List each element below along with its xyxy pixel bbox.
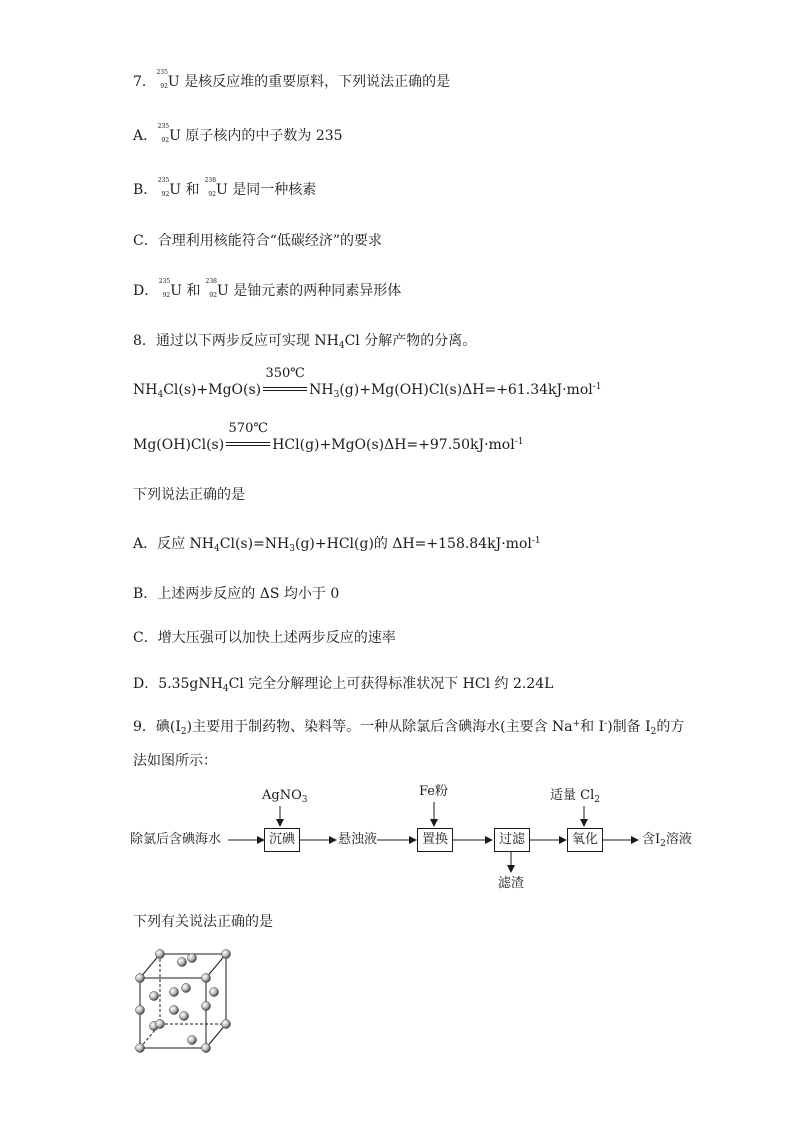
step-guolv-box: 过滤 bbox=[494, 828, 530, 852]
atom bbox=[136, 1006, 145, 1015]
atom bbox=[170, 988, 179, 997]
q8-reaction-2: Mg(OH)Cl(s) 570℃ HCl(g)+MgO(s)ΔH=+97.50kJ·mol$^{-1}$ bbox=[133, 421, 524, 453]
q7-option-b[interactable]: B． 235 92 U 和 238 92 U 是同一种核素 bbox=[133, 177, 317, 198]
step-chendian-box: 沉碘 bbox=[264, 828, 300, 852]
product-i2-solution: 含$I_2$溶液 bbox=[642, 832, 692, 849]
intermediate-xuanzhuoye: 悬浊液 bbox=[338, 832, 378, 847]
isotope-u238: 238 92 bbox=[205, 278, 217, 299]
atom bbox=[136, 1044, 145, 1053]
q7-stem: 7． 235 92 U 是核反应堆的重要原料，下列说法正确的是 bbox=[133, 69, 451, 90]
q8-option-a[interactable]: A．反应 $NH_4Cl(s)=NH_3(g)+HCl(g)$的 ΔH=+158.84kJ·mol$^{-1}$ bbox=[133, 536, 541, 554]
atom bbox=[150, 992, 159, 1001]
q9-stem-line2: 法如图所示： bbox=[133, 753, 217, 769]
atom bbox=[182, 984, 191, 993]
isotope-u235: 235 92 bbox=[157, 177, 170, 198]
reagent-cl2: 适量 $Cl_2$ bbox=[550, 788, 600, 805]
atom bbox=[202, 974, 211, 983]
iodine-process-flowchart bbox=[130, 780, 710, 900]
q7-option-d[interactable]: D． 235 92 U 和 238 92 U 是铀元素的两种同素异形体 bbox=[133, 278, 402, 299]
q9-ask: 下列有关说法正确的是 bbox=[133, 914, 273, 930]
q7-option-c[interactable]: C．合理利用核能符合“低碳经济”的要求 bbox=[133, 233, 383, 249]
atom bbox=[156, 950, 165, 959]
q7-number: 7． bbox=[133, 74, 156, 90]
isotope-u235: 235 92 bbox=[156, 69, 168, 90]
q7-stem-text: 是核反应堆的重要原料，下列说法正确的是 bbox=[184, 74, 451, 90]
q8-option-d[interactable]: D．5.35gNH$_4$Cl 完全分解理论上可获得标准状况下 HCl 约 2.24L bbox=[133, 676, 554, 694]
atom bbox=[180, 1012, 189, 1021]
q8-reaction-1: $NH_4Cl(s)+MgO(s)$ 350℃ $NH_3(g)+Mg(OH)Cl(s)\Delta H=+61.34kJ\cdot mol^{-1}$ bbox=[133, 366, 602, 400]
reaction-arrow-condition: 350℃ bbox=[261, 381, 309, 395]
residue-lvzha: 滤渣 bbox=[498, 876, 525, 891]
q8-option-b[interactable]: B．上述两步反应的 ΔS 均小于 0 bbox=[133, 586, 340, 602]
flow-start-label: 除氯后含碘海水 bbox=[130, 832, 222, 847]
q8-option-c[interactable]: C．增大压强可以加快上述两步反应的速率 bbox=[133, 630, 396, 646]
atom bbox=[202, 1044, 211, 1053]
iodine-crystal-cell bbox=[130, 944, 238, 1056]
reaction-arrow-condition: 570℃ bbox=[224, 436, 272, 450]
reagent-agno3: AgNO$_3$ bbox=[262, 788, 308, 805]
isotope-u238: 238 92 bbox=[204, 177, 217, 198]
atom bbox=[188, 954, 197, 963]
atom bbox=[202, 1002, 211, 1011]
q9-stem: 9．碘$(I_2)$主要用于制药物、染料等。一种从除氯后含碘海水(主要含 Na+和 I-)制备 $I_2$的方 bbox=[133, 719, 685, 737]
q8-ask: 下列说法正确的是 bbox=[133, 487, 245, 503]
isotope-u235: 235 92 bbox=[158, 278, 171, 299]
step-yanghua-box: 氧化 bbox=[567, 828, 603, 852]
atom bbox=[188, 1036, 197, 1045]
step-zhihuan-box: 置换 bbox=[417, 828, 453, 852]
atom bbox=[222, 1020, 231, 1029]
q8-stem: 8．通过以下两步反应可实现 $NH_4Cl$ 分解产物的分离。 bbox=[133, 333, 477, 351]
isotope-u235: 235 92 bbox=[157, 123, 170, 144]
atom bbox=[222, 950, 231, 959]
atom bbox=[210, 988, 219, 997]
atom bbox=[178, 958, 187, 967]
q7-option-a[interactable]: A． 235 92 U 原子核内的中子数为 235 bbox=[133, 123, 343, 144]
atom bbox=[156, 1020, 165, 1029]
atom bbox=[170, 1006, 179, 1015]
reagent-fe-powder: Fe粉 bbox=[419, 784, 449, 799]
atom bbox=[136, 974, 145, 983]
crystal-lattice-svg bbox=[130, 944, 238, 1056]
